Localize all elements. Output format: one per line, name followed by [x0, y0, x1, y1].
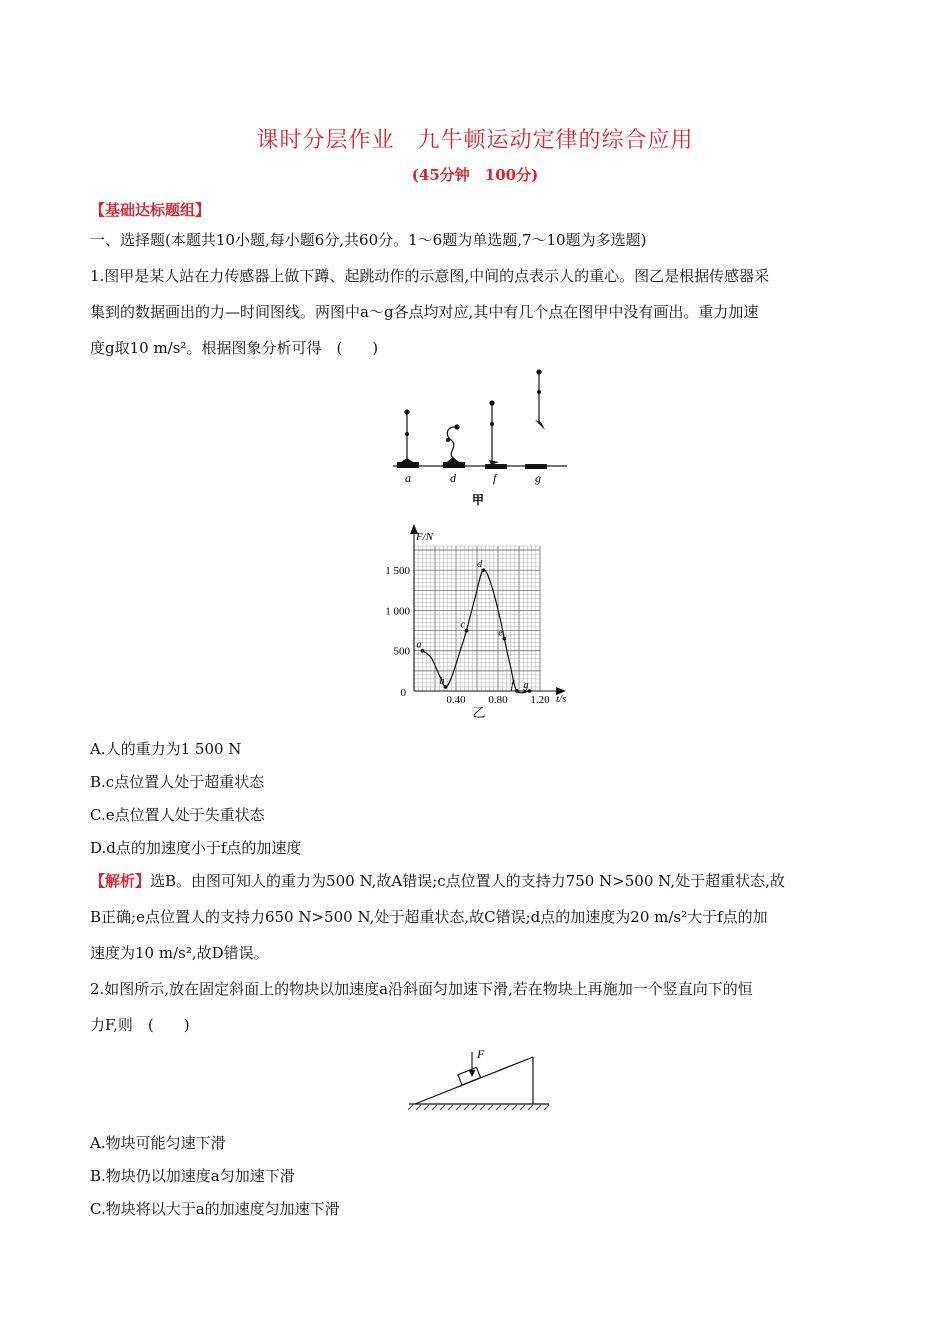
label-f: f	[493, 471, 497, 485]
y-tick-label: 500	[393, 645, 410, 658]
force-curve	[422, 570, 529, 693]
cog-g	[537, 390, 541, 394]
foot-g	[535, 420, 545, 430]
q1-option-d: D.d点的加速度小于f点的加速度	[90, 839, 302, 857]
origin-label: 0	[400, 687, 406, 699]
figure-yi-chart	[370, 520, 580, 720]
head-a	[404, 409, 409, 414]
page-subtitle: (45分钟 100分)	[411, 166, 539, 184]
y-tick-label: 1 000	[385, 605, 410, 618]
data-point-f	[515, 689, 519, 693]
q2-stem-line-1: 2.如图所示,放在固定斜面上的物块以加速度a沿斜面匀加速下滑,若在物块上再施加一个竖直向下的恒	[90, 980, 753, 998]
label-d: d	[450, 471, 456, 485]
page-title: 课时分层作业 九牛顿运动定律的综合应用	[256, 128, 694, 153]
q1-option-b: B.c点位置人处于超重状态	[90, 773, 265, 791]
head-g	[536, 369, 541, 374]
point-label-d: d	[477, 559, 483, 571]
x-tick-label: 0.40	[446, 694, 466, 706]
ground-hatch	[408, 1105, 549, 1110]
sensor-plate-g	[525, 464, 547, 469]
q1-stem-line-2: 集到的数据画出的力—时间图线。两图中a～g各点均对应,其中有几个点在图甲中没有画出。重力加速	[90, 303, 759, 321]
caption-yi: 乙	[472, 705, 486, 720]
section-label: 【基础达标题组】	[90, 201, 211, 219]
point-label-e: e	[498, 627, 503, 639]
x-tick-label: 0.80	[488, 694, 508, 706]
x-axis-label: t/s	[556, 693, 567, 705]
data-point-e	[503, 637, 507, 641]
point-label-f: f	[510, 680, 514, 691]
q2-option-a: A.物块可能匀速下滑	[90, 1134, 226, 1152]
q2-stem-line-2: 力F,则 ( )	[90, 1016, 190, 1034]
analysis-tag: 【解析】	[90, 872, 151, 890]
q2-option-c: C.物块将以大于a的加速度匀加速下滑	[90, 1200, 340, 1218]
q2-option-b: B.物块仍以加速度a匀加速下滑	[90, 1167, 295, 1185]
cog-d	[446, 438, 450, 442]
part-heading: 一、选择题(本题共10小题,每小题6分,共60分。1～6题为单选题,7～10题为多选题)	[90, 231, 647, 249]
sensor-plate-a	[397, 462, 419, 468]
cog-f	[490, 422, 494, 426]
q1-option-a: A.人的重力为1 500 N	[90, 740, 242, 758]
analysis-text-1: 选B。由图可知人的重力为500 N,故A错误;c点位置人的支持力750 N>500 N,处于超重状态,故	[150, 872, 785, 890]
figure-jia	[385, 362, 575, 512]
sensor-plate-f	[485, 464, 507, 469]
point-label-c: c	[460, 619, 465, 631]
q1-stem-line-3: 度g取10 m/s²。根据图象分析可得 ( )	[90, 339, 379, 357]
y-tick-label: 1 500	[385, 565, 410, 578]
y-axis-label: F/N	[416, 531, 434, 543]
q1-stem-line-1: 1.图甲是某人站在力传感器上做下蹲、起跳动作的示意图,中间的点表示人的重心。图乙是根据传感器采	[90, 267, 770, 285]
head-d	[454, 424, 459, 429]
q1-analysis-line-2: B正确;e点位置人的支持力650 N>500 N,处于超重状态,故C错误;d点的加速度为20 m/s²大于f点的加	[90, 908, 768, 926]
q1-analysis-line-3: 速度为10 m/s²,故D错误。	[90, 944, 269, 962]
data-point-c	[465, 629, 469, 633]
sensor-plate-d	[443, 462, 465, 468]
point-label-g: g	[523, 680, 529, 691]
point-label-a: a	[416, 639, 422, 651]
q1-analysis-line-1	[90, 871, 785, 891]
caption-jia: 甲	[471, 493, 485, 507]
label-g: g	[535, 471, 541, 485]
x-tick-label: 1.20	[530, 694, 550, 706]
label-a: a	[405, 471, 411, 485]
incline-figure	[405, 1044, 555, 1114]
q1-option-c: C.e点位置人处于失重状态	[90, 806, 265, 824]
body-d	[447, 427, 457, 458]
force-label: F	[477, 1047, 485, 1061]
head-f	[489, 400, 494, 405]
point-label-b: b	[439, 675, 445, 687]
cog-a	[405, 432, 409, 436]
